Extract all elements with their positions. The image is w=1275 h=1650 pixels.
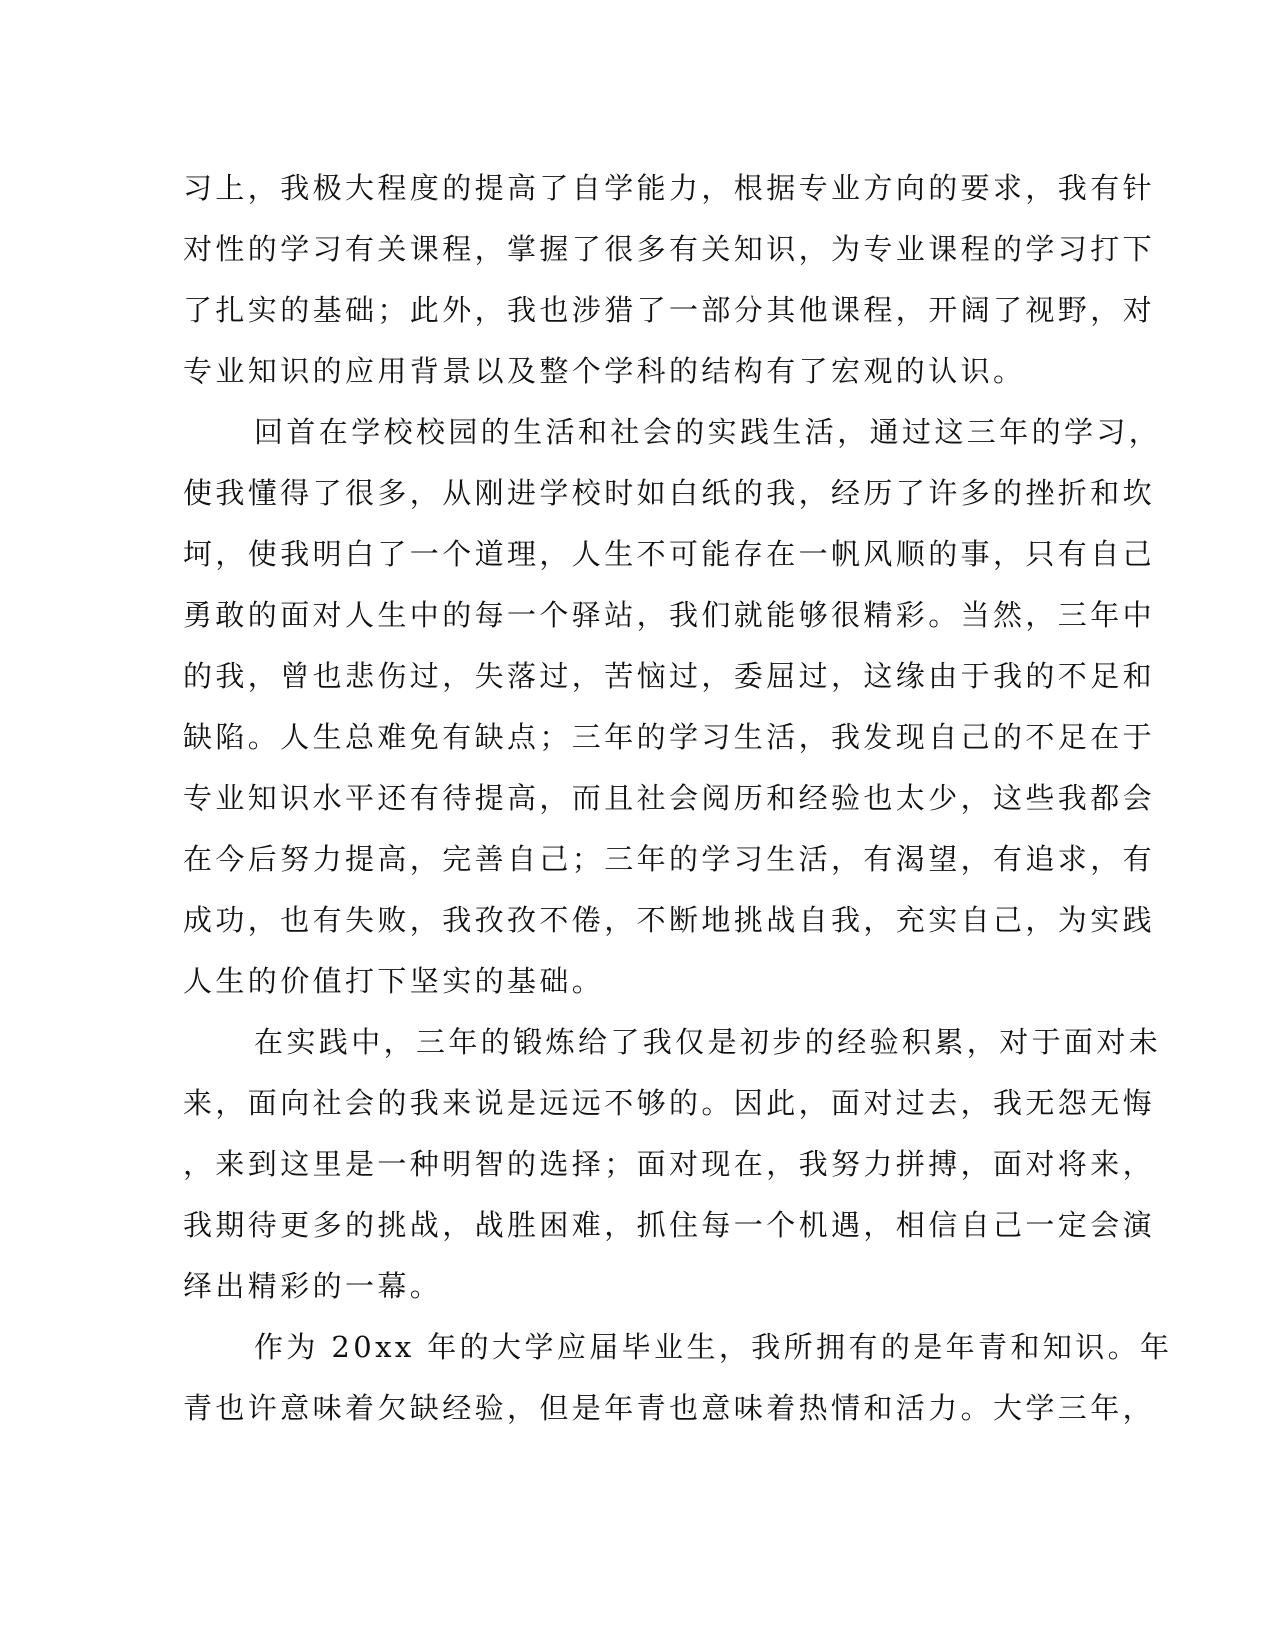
paragraph-1	[183, 158, 1156, 402]
text-line: 习上，我极大程度的提高了自学能力，根据专业方向的要求，我有针	[183, 171, 1156, 205]
text-line: 在今后努力提高，完善自己；三年的学习生活，有渴望，有追求，有	[183, 842, 1156, 876]
text-line: 专业知识水平还有待提高，而且社会阅历和经验也太少，这些我都会	[183, 781, 1156, 815]
paragraph-3	[183, 1012, 1162, 1317]
text-line: 人生的价值打下坚实的基础。	[183, 964, 605, 998]
text-line: 回首在学校校园的生活和社会的实践生活，通过这三年的学习，	[254, 415, 1162, 449]
text-line: 了扎实的基础；此外，我也涉猎了一部分其他课程，开阔了视野，对	[183, 293, 1156, 327]
text-line: 在实践中，三年的锻炼给了我仅是初步的经验积累，对于面对未	[254, 1025, 1162, 1059]
text-line: 坷，使我明白了一个道理，人生不可能存在一帆风顺的事，只有自己	[183, 537, 1156, 571]
text-line: 来，面向社会的我来说是远远不够的。因此，面对过去，我无怨无悔	[183, 1086, 1156, 1120]
document-body	[183, 158, 1173, 1439]
text-line: 勇敢的面对人生中的每一个驿站，我们就能够很精彩。当然，三年中	[183, 598, 1156, 632]
text-line: 绎出精彩的一幕。	[183, 1269, 443, 1303]
text-line: 专业知识的应用背景以及整个学科的结构有了宏观的认识。	[183, 354, 1026, 388]
text-line: 对性的学习有关课程，掌握了很多有关知识，为专业课程的学习打下	[183, 232, 1156, 266]
text-line: 缺陷。人生总难免有缺点；三年的学习生活，我发现自己的不足在于	[183, 720, 1156, 754]
text-line: 成功，也有失败，我孜孜不倦，不断地挑战自我，充实自己，为实践	[183, 903, 1156, 937]
text-line: 作为 20xx 年的大学应届毕业生，我所拥有的是年青和知识。年	[254, 1330, 1173, 1364]
text-line: 使我懂得了很多，从刚进学校时如白纸的我，经历了许多的挫折和坎	[183, 476, 1156, 510]
text-line: 我期待更多的挑战，战胜困难，抓住每一个机遇，相信自己一定会演	[183, 1208, 1156, 1242]
paragraph-2	[183, 402, 1162, 1012]
text-line: ，来到这里是一种明智的选择；面对现在，我努力拼搏，面对将来，	[183, 1147, 1156, 1181]
paragraph-4	[183, 1317, 1173, 1439]
text-line: 的我，曾也悲伤过，失落过，苦恼过，委屈过，这缘由于我的不足和	[183, 659, 1156, 693]
text-line: 青也许意味着欠缺经验，但是年青也意味着热情和活力。大学三年，	[183, 1391, 1156, 1425]
